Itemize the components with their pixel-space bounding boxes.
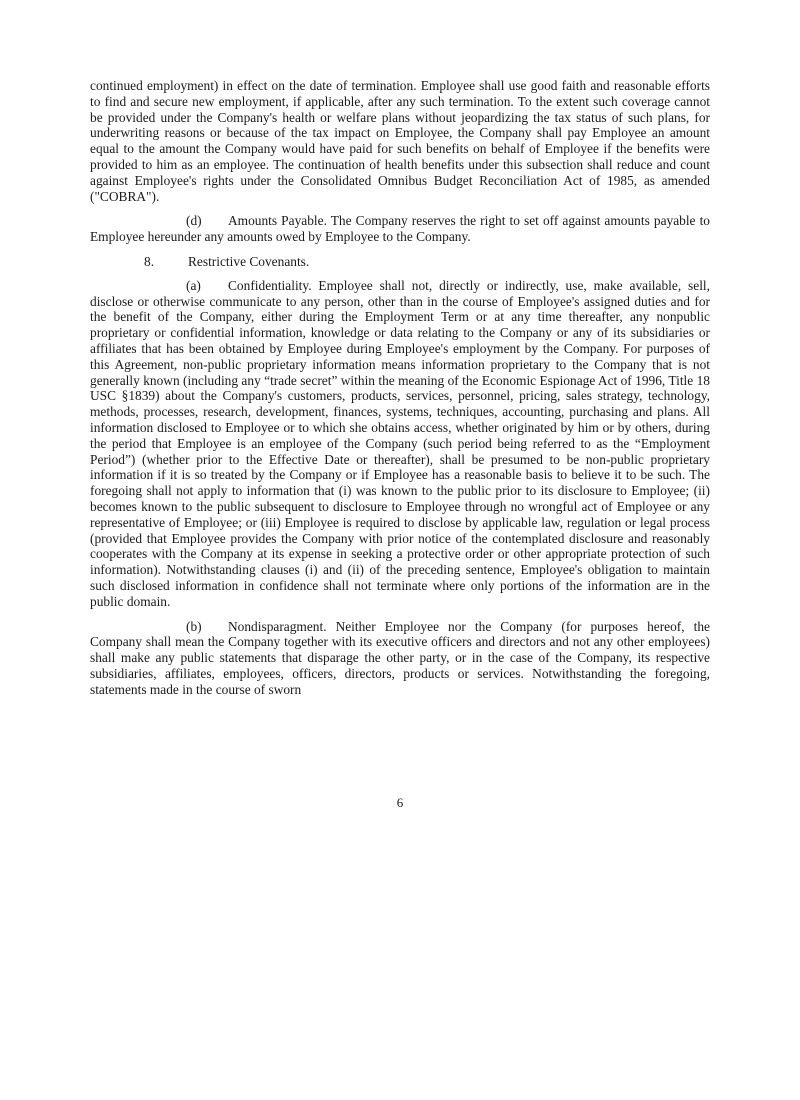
- document-body: [90, 78, 710, 706]
- paragraph-subsection-b: [90, 619, 710, 698]
- paragraph-text: Amounts Payable. The Company reserves the right to set off against amounts payable to Employee hereunder any amounts owed by Employee to the Company.: [90, 213, 710, 245]
- paragraph-subsection-a: [90, 278, 710, 610]
- paragraph-text: continued employment) in effect on the date of termination. Employee shall use good faith and reasonable efforts to find and secure new employment, if applicable, after any such termination. To the extent such coverage cannot be provided under the Company's health or welfare plans without jeopardizing the tax status of such plans, for underwriting reasons or because of the tax impact on Employee, the Company shall pay Employee an amount equal to the amount the Company would have paid for such benefits on behalf of Employee if the benefits were provided to him as an employee. The continuation of health benefits under this subsection shall reduce and count against Employee's rights under the Consolidated Omnibus Budget Reconciliation Act of 1985, as amended ("COBRA").: [90, 78, 710, 204]
- subsection-number: (b): [186, 618, 202, 634]
- paragraph-continuation: [90, 78, 710, 204]
- section-heading-8: [90, 254, 710, 270]
- subsection-number: (d): [186, 213, 202, 229]
- section-title: Restrictive Covenants.: [188, 253, 310, 269]
- paragraph-subsection-d: [90, 213, 710, 245]
- section-number: 8.: [144, 253, 155, 269]
- page-number: 6: [396, 795, 404, 810]
- subsection-number: (a): [186, 277, 201, 293]
- paragraph-text: Nondisparagment. Neither Employee nor the Company (for purposes hereof, the Company shall mean the Company together with its executive officers and directors and not any other employees) shall make any public statements that disparage the other party, or in the case of the Company, its respective subsidiaries, affiliates, employees, officers, directors, products or services. Notwithstanding the foregoing, statements made in the course of sworn: [90, 618, 710, 697]
- paragraph-text: Confidentiality. Employee shall not, directly or indirectly, use, make available, sell, disclose or otherwise communicate to any person, other than in the course of Employee's assigned duties and for the benefit of the Company, either during the Employment Term or at any time thereafter, any nonpublic proprietary or confidential information, knowledge or data relating to the Company or any of its subsidiaries or affiliates that has been obtained by Employee during Employee's employment by the Company. For purposes of this Agreement, non-public proprietary information means information proprietary to the Company that is not generally known (including any “trade secret” within the meaning of the Economic Espionage Act of 1996, Title 18 USC §1839) about the Company's customers, products, services, personnel, pricing, sales strategy, technology, methods, processes, research, development, finances, systems, techniques, accounting, purchasing and plans. All information disclosed to Employee or to which she obtains access, whether originated by him or by others, during the period that Employee is an employee of the Company (such period being referred to as the “Employment Period”) (whether prior to the Effective Date or thereafter), shall be presumed to be non-public proprietary information if it is so treated by the Company or if Employee has a reasonable basis to believe it to be such. The foregoing shall not apply to information that (i) was known to the public prior to its disclosure to Employee; (ii) becomes known to the public subsequent to disclosure to Employee through no wrongful act of Employee or any representative of Employee; or (iii) Employee is required to disclose by applicable law, regulation or legal process (provided that Employee provides the Company with prior notice of the contemplated disclosure and reasonably cooperates with the Company at its expense in seeking a protective order or other appropriate protection of such information). Notwithstanding clauses (i) and (ii) of the preceding sentence, Employee's obligation to maintain such disclosed information in confidence shall not terminate where only portions of the information are in the public domain.: [90, 277, 710, 609]
